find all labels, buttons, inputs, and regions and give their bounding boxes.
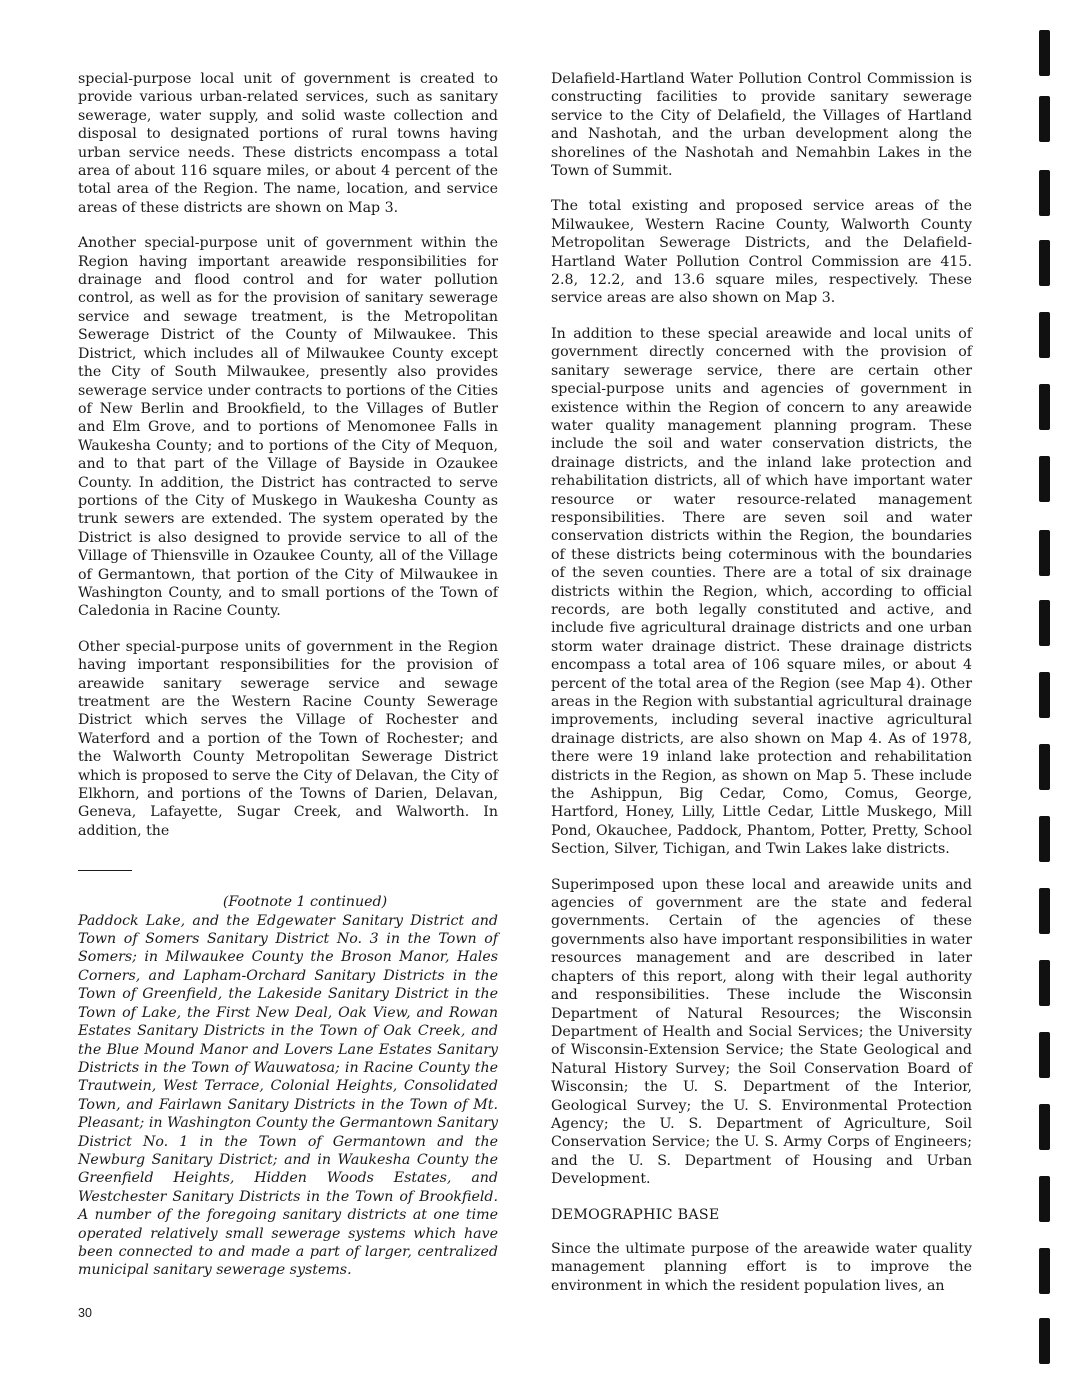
edge-mark [1039, 456, 1050, 502]
edge-mark [1039, 888, 1050, 934]
right-paragraph-2: The total existing and proposed service areas of the Milwaukee, Western Racine County, Walworth County Metropolitan Sewerage Districts, and the Delafield-Hartland Water Pollution Control Commission are 415. 2.8, 12.2, and 13.6 square miles, respectively. These service areas are also shown on Map 3. [551, 198, 972, 307]
edge-mark [1039, 96, 1050, 142]
edge-mark [1039, 384, 1050, 430]
edge-mark [1039, 240, 1050, 286]
edge-mark [1039, 30, 1050, 76]
footnote-text: Paddock Lake, and the Edgewater Sanitary District and Town of Somers Sanitary District No. 3 in the Town of Somers; in Milwaukee County the Broson Manor, Hales Corners, and Lapham-Orchard Sanitary Districts in the Town of Greenfield, the Lakeside Sanitary District in the Town of Lake, the First New Deal, Oak View, and Rowan Estates Sanitary Districts in the Town of Oak Creek, and the Blue Mound Manor and Lovers Lane Estates Sanitary Districts in the Town of Wauwatosa; in Racine County the Trautwein, West Terrace, Colonial Heights, Consolidated Town, and Fairlawn Sanitary Districts in the Town of Mt. Pleasant; in Washington County the Germantown Sanitary District No. 1 in the Town of Germantown and the Newburg Sanitary District; and in Waukesha County the Greenfield Heights, Hidden Woods Estates, and Westchester Sanitary Districts in the Town of Brookfield. A number of the foregoing sanitary districts at one time operated relatively small sewerage systems which have been connected to and made a part of larger, centralized municipal sanitary sewerage systems. [78, 912, 498, 1279]
section-heading-demographic-base: DEMOGRAPHIC BASE [551, 1206, 720, 1223]
footnote-heading: (Footnote 1 continued) [222, 894, 388, 911]
edge-mark [1039, 170, 1050, 216]
edge-mark [1039, 960, 1050, 1006]
right-column [551, 70, 972, 1312]
footnote-divider [78, 870, 132, 871]
edge-mark [1039, 1318, 1050, 1364]
edge-mark [1039, 530, 1050, 576]
right-paragraph-1: Delafield-Hartland Water Pollution Control Commission is constructing facilities to provide sanitary sewerage service to the City of Delafield, the Villages of Hartland and Nashotah, and the urban development along the shorelines of the Nashotah and Nemahbin Lakes in the Town of Summit. [551, 71, 972, 180]
left-paragraph-2: Another special-purpose unit of government within the Region having important areawide responsibilities for drainage and flood control and for water pollution control, as well as for the provision of sanitary sewerage service and sewage treatment, is the Metropolitan Sewerage District of the County of Milwaukee. This District, which includes all of Milwaukee County except the City of South Milwaukee, presently also provides sewerage service under contracts to portions of the Cities of New Berlin and Brookfield, to the Villages of Butler and Elm Grove, and to portions of Menomonee Falls in Waukesha County; and to portions of the City of Mequon, and to that part of the Village of Bayside in Ozaukee County. In addition, the District has contracted to serve portions of the City of Muskego in Waukesha County as trunk sewers are extended. The system operated by the District is also designed to provide service to all of the Village of Thiensville in Ozaukee County, all of the Village of Germantown, that portion of the City of Milwaukee in Washington County, and to small portions of the Town of Caledonia in Racine County. [78, 235, 498, 620]
left-paragraph-1: special-purpose local unit of government is created to provide various urban-related services, such as sanitary sewerage, water supply, and solid waste collection and disposal to designated portions of rural towns having urban service needs. These districts encompass a total area of about 116 square miles, or about 4 percent of the total area of the Region. The name, location, and service areas of these districts are shown on Map 3. [78, 71, 498, 216]
edge-mark [1039, 600, 1050, 646]
left-column [78, 70, 498, 1280]
right-paragraph-4: Superimposed upon these local and areawide units and agencies of government are the state and federal governments. Certain of the agencies of these governments also have important responsibilities in water resources management and are described in later chapters of this report, along with their legal authority and responsibilities. These include the Wisconsin Department of Natural Resources; the Wisconsin Department of Health and Social Services; the University of Wisconsin-Extension Service; the State Geological and Natural History Survey; the Soil Conservation Board of Wisconsin; the U. S. Department of the Interior, Geological Survey; the U. S. Environmental Protection Agency; the U. S. Department of Agriculture, Soil Conservation Service; the U. S. Army Corps of Engineers; and the U. S. Department of Housing and Urban Development. [551, 876, 972, 1188]
edge-mark [1039, 672, 1050, 718]
edge-mark [1039, 1248, 1050, 1294]
page-number: 30 [78, 1306, 92, 1320]
edge-mark [1039, 1176, 1050, 1222]
edge-mark [1039, 312, 1050, 358]
edge-mark [1039, 744, 1050, 790]
right-paragraph-5: Since the ultimate purpose of the areawide water quality management planning effort is to improve the environment in which the resident population lives, an [551, 1240, 972, 1294]
left-paragraph-3: Other special-purpose units of government in the Region having important responsibilities for the provision of areawide sanitary sewerage service and sewage treatment are the Western Racine County Sewerage District which serves the Village of Rochester and Waterford and a portion of the Town of Rochester; and the Walworth County Metropolitan Sewerage District which is proposed to serve the City of Delavan, the City of Elkhorn, and portions of the Towns of Darien, Delavan, Geneva, Lafayette, Sugar Creek, and Walworth. In addition, the [78, 638, 498, 839]
right-paragraph-3: In addition to these special areawide and local units of government directly concerned with the provision of sanitary sewerage service, there are certain other special-purpose units and agencies of government in existence within the Region of concern to any areawide water quality management planning program. These include the soil and water conservation districts, the drainage districts, and the inland lake protection and rehabilitation districts, all of which have important water resource or water resource-related management responsibilities. There are seven soil and water conservation districts within the Region, the boundaries of these districts being coterminous with the boundaries of the seven counties. There are a total of six drainage districts within the Region, which, according to official records, are both legally constituted and active, and include five agricultural drainage districts and one urban storm water drainage district. These drainage districts encompass a total area of 106 square miles, or about 4 percent of the total area of the Region (see Map 4). Other areas in the Region with substantial agricultural drainage improvements, including several inactive agricultural drainage districts, are also shown on Map 4. As of 1978, there were 19 inland lake protection and rehabilitation districts in the Region, as shown on Map 5. These include the Ashippun, Big Cedar, Como, Comus, George, Hartford, Honey, Lilly, Little Cedar, Little Muskego, Mill Pond, Okauchee, Paddock, Phantom, Potter, Pretty, School Section, Silver, Tichigan, and Twin Lakes lake districts. [551, 325, 972, 858]
edge-mark [1039, 816, 1050, 862]
edge-mark [1039, 1032, 1050, 1078]
edge-mark [1039, 1104, 1050, 1150]
